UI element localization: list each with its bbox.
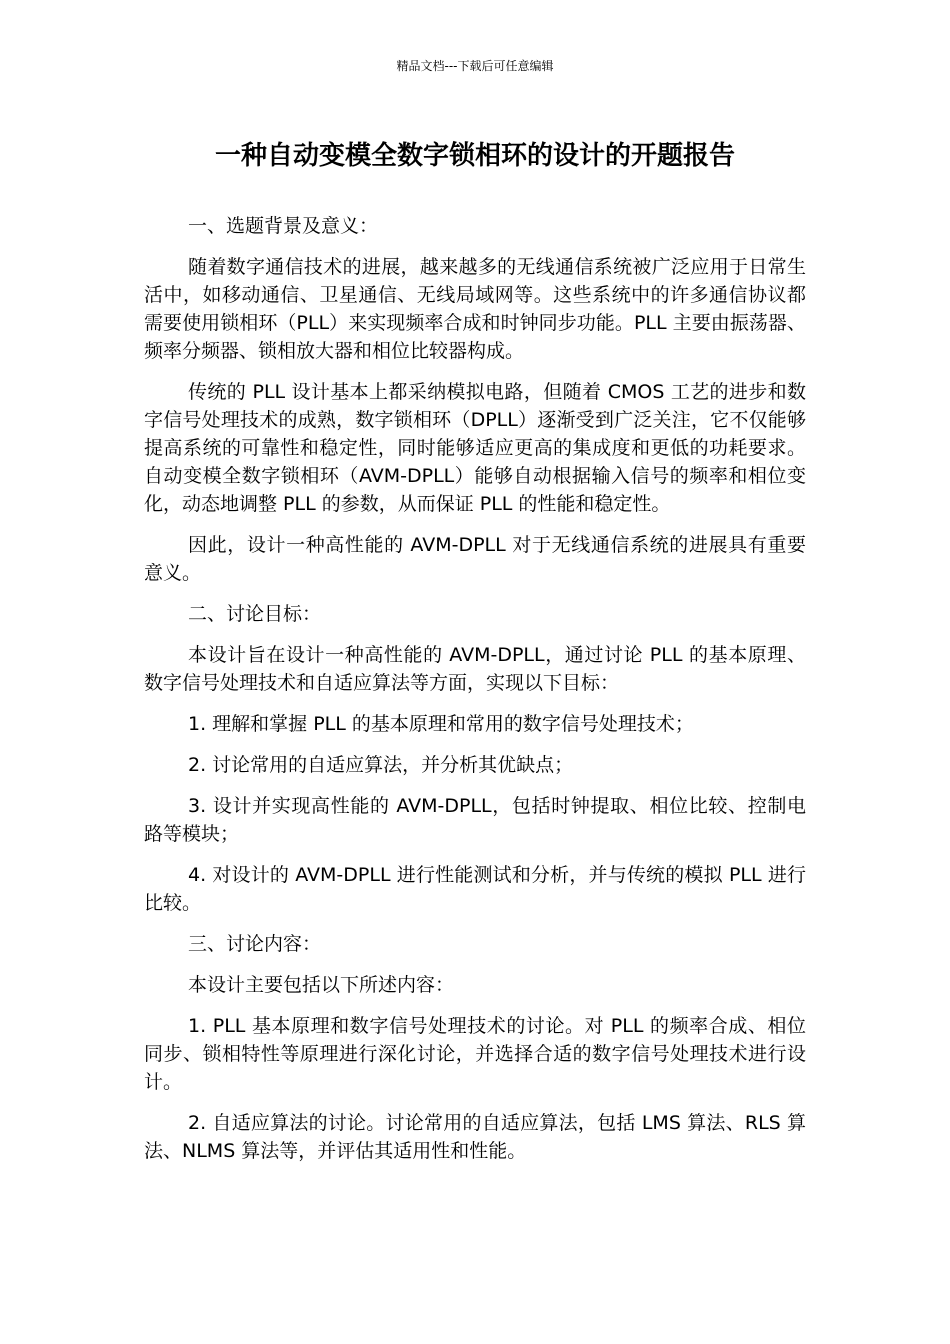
section-heading-goals: 二、讨论目标：: [188, 603, 322, 625]
paragraph-goals-intro: 本设计旨在设计一种高性能的 AVM-DPLL，通过讨论 PLL 的基本原理、数字信号处理技术和自适应算法等方面，实现以下目标：: [144, 644, 806, 694]
header-note: 精品文档---下载后可任意编辑: [396, 59, 554, 73]
paragraph-background-2: 传统的 PLL 设计基本上都采纳模拟电路，但随着 CMOS 工艺的进步和数字信号处理技术的成熟，数字锁相环（DPLL）逐渐受到广泛关注，它不仅能够提高系统的可靠性和稳定性，同时能够适应更高的集成度和更低的功耗要求。自动变模全数字锁相环（AVM-DPLL）能够自动根据输入信号的频率和相位变化，动态地调整 PLL 的参数，从而保证 PLL 的性能和稳定性。: [144, 381, 806, 515]
goal-item-3: 3. 设计并实现高性能的 AVM-DPLL，包括时钟提取、相位比较、控制电路等模块；: [144, 795, 806, 845]
paragraph-background-1: 随着数字通信技术的进展，越来越多的无线通信系统被广泛应用于日常生活中，如移动通信、卫星通信、无线局域网等。这些系统中的许多通信协议都需要使用锁相环（PLL）来实现频率合成和时钟同步功能。PLL 主要由振荡器、频率分频器、锁相放大器和相位比较器构成。: [144, 256, 806, 362]
goal-item-4: 4. 对设计的 AVM-DPLL 进行性能测试和分析，并与传统的模拟 PLL 进行比较。: [144, 864, 806, 914]
section-heading-background: 一、选题背景及意义：: [188, 215, 379, 237]
goal-item-1: 1. 理解和掌握 PLL 的基本原理和常用的数字信号处理技术；: [188, 713, 694, 735]
paragraph-content-intro: 本设计主要包括以下所述内容：: [188, 974, 455, 996]
paragraph-background-3: 因此，设计一种高性能的 AVM-DPLL 对于无线通信系统的进展具有重要意义。: [144, 534, 806, 584]
section-heading-content: 三、讨论内容：: [188, 933, 322, 955]
goal-item-2: 2. 讨论常用的自适应算法，并分析其优缺点；: [188, 754, 574, 776]
document-body: [144, 212, 806, 1178]
document-title: 一种自动变模全数字锁相环的设计的开题报告: [214, 141, 735, 171]
content-item-2: 2. 自适应算法的讨论。讨论常用的自适应算法，包括 LMS 算法、RLS 算法、NLMS 算法等，并评估其适用性和性能。: [144, 1112, 806, 1162]
content-item-1: 1. PLL 基本原理和数字信号处理技术的讨论。对 PLL 的频率合成、相位同步、锁相特性等原理进行深化讨论，并选择合适的数字信号处理技术进行设计。: [144, 1015, 806, 1093]
